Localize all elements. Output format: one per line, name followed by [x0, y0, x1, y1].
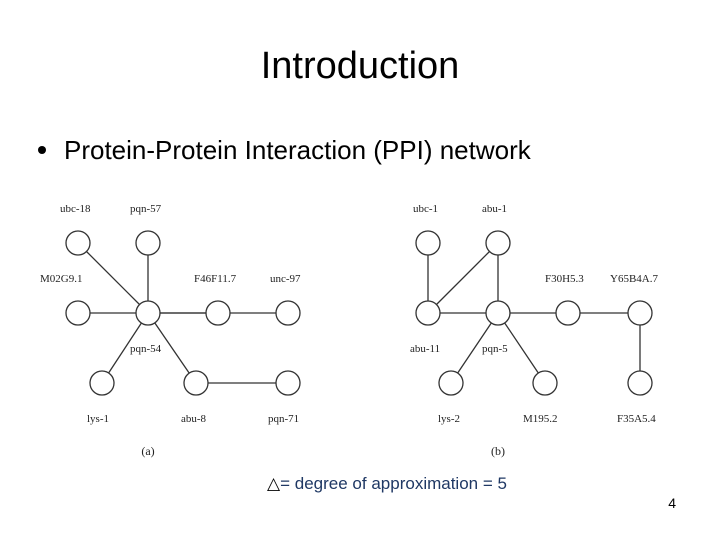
node-label-ubc-18: ubc-18	[60, 203, 91, 215]
node-label-M195.2: M195.2	[523, 413, 558, 425]
delta-symbol: △	[267, 474, 281, 493]
node-ubc-18	[66, 231, 90, 255]
panel-label-b: (b)	[491, 444, 505, 458]
node-M195.2	[533, 371, 557, 395]
network-b	[410, 203, 658, 458]
node-label-pqn-57: pqn-57	[130, 203, 162, 215]
slide-title: Introduction	[260, 45, 460, 87]
caption	[0, 473, 720, 495]
caption-text: = degree of approximation = 5	[280, 474, 507, 493]
page-number: 4	[668, 495, 676, 511]
node-label-abu-11: abu-11	[410, 343, 441, 355]
node-label-pqn-5: pqn-5	[482, 343, 508, 355]
node-unc-97	[276, 301, 300, 325]
bullet-text: Protein-Protein Interaction (PPI) network	[64, 135, 531, 165]
node-label-pqn-54: pqn-54	[130, 343, 162, 355]
node-pqn-57	[136, 231, 160, 255]
node-label-abu-1: abu-1	[482, 203, 508, 215]
node-pqn-71	[276, 371, 300, 395]
node-lys-1	[90, 371, 114, 395]
node-label-lys-2: lys-2	[438, 413, 460, 425]
node-abu-8	[184, 371, 208, 395]
node-label-F46F11.7: F46F11.7	[194, 273, 237, 285]
node-lys-2	[439, 371, 463, 395]
node-label-pqn-71: pqn-71	[268, 413, 300, 425]
node-F35A5.4	[628, 371, 652, 395]
node-label-F35A5.4: F35A5.4	[617, 413, 656, 425]
node-abu-11	[416, 301, 440, 325]
node-label-F30H5.3: F30H5.3	[545, 273, 584, 285]
node-label-unc-97: unc-97	[270, 273, 301, 285]
node-pqn-5	[486, 301, 510, 325]
node-M02G9.1	[66, 301, 90, 325]
node-Y65B4A.7	[628, 301, 652, 325]
node-label-ubc-1: ubc-1	[413, 203, 439, 215]
node-label-Y65B4A.7: Y65B4A.7	[610, 273, 658, 285]
network-a	[40, 203, 301, 458]
node-F46F11.7	[206, 301, 230, 325]
node-label-M02G9.1: M02G9.1	[40, 273, 83, 285]
node-label-lys-1: lys-1	[87, 413, 109, 425]
edge-pqn-5--M195.2	[505, 323, 539, 373]
edge-ubc-18--pqn-54	[86, 251, 139, 304]
node-abu-1	[486, 231, 510, 255]
node-F30H5.3	[556, 301, 580, 325]
node-label-abu-8: abu-8	[181, 413, 207, 425]
edge-abu-1--abu-11	[436, 251, 489, 304]
panel-label-a: (a)	[141, 444, 155, 458]
node-pqn-54	[136, 301, 160, 325]
node-ubc-1	[416, 231, 440, 255]
